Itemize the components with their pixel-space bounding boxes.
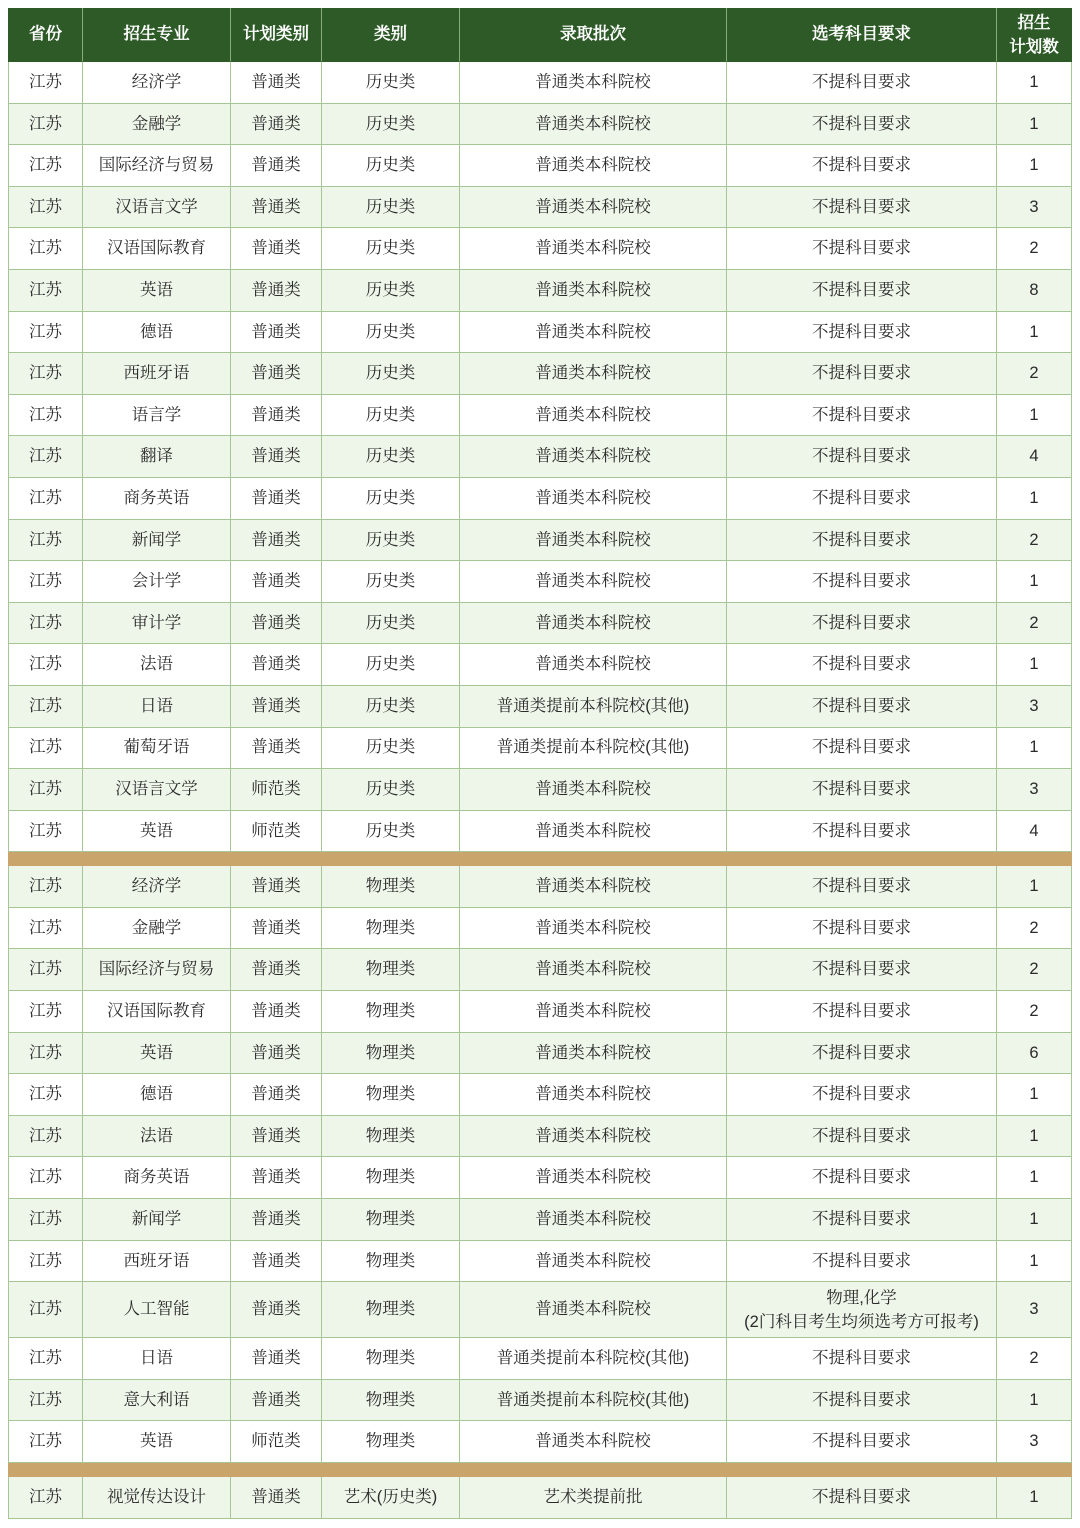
cell-quota: 3 [997,686,1072,728]
cell-subject-requirement-line: 物理,化学 [826,1288,897,1307]
cell-admission-batch: 普通类本科院校 [460,991,727,1033]
cell-subject-category: 历史类 [322,561,460,603]
cell-province: 江苏 [8,312,83,354]
cell-province: 江苏 [8,603,83,645]
cell-subject-requirement: 不提科目要求 [727,145,997,187]
cell-major: 西班牙语 [83,1241,231,1283]
cell-plan-type: 普通类 [231,145,322,187]
cell-quota: 4 [997,811,1072,853]
cell-major: 英语 [83,1033,231,1075]
cell-subject-category: 历史类 [322,395,460,437]
cell-province: 江苏 [8,644,83,686]
cell-subject-requirement: 不提科目要求 [727,908,997,950]
cell-admission-batch: 普通类本科院校 [460,395,727,437]
cell-plan-type: 普通类 [231,1282,322,1338]
cell-subject-category: 物理类 [322,1199,460,1241]
cell-subject-category: 历史类 [322,811,460,853]
cell-subject-requirement: 不提科目要求 [727,1157,997,1199]
cell-subject-category: 历史类 [322,478,460,520]
cell-plan-type: 师范类 [231,811,322,853]
table-row [8,686,1072,728]
table-row [8,520,1072,562]
cell-quota: 2 [997,353,1072,395]
cell-quota: 1 [997,145,1072,187]
cell-subject-category: 物理类 [322,949,460,991]
cell-province: 江苏 [8,1074,83,1116]
cell-subject-requirement: 不提科目要求 [727,769,997,811]
cell-plan-type: 普通类 [231,520,322,562]
cell-province: 江苏 [8,187,83,229]
cell-subject-requirement: 不提科目要求 [727,686,997,728]
cell-admission-batch: 普通类本科院校 [460,353,727,395]
cell-major: 会计学 [83,561,231,603]
cell-quota: 2 [997,991,1072,1033]
table-row [8,270,1072,312]
header-subject-requirement: 选考科目要求 [727,8,997,62]
cell-major: 经济学 [83,62,231,104]
table-row [8,1241,1072,1283]
cell-major: 商务英语 [83,478,231,520]
cell-plan-type: 普通类 [231,991,322,1033]
cell-plan-type: 普通类 [231,353,322,395]
table-row [8,866,1072,908]
cell-major: 葡萄牙语 [83,728,231,770]
cell-province: 江苏 [8,1157,83,1199]
cell-subject-requirement [727,1282,997,1338]
cell-major: 日语 [83,686,231,728]
table-row [8,353,1072,395]
cell-subject-requirement: 不提科目要求 [727,1380,997,1422]
cell-major: 新闻学 [83,1199,231,1241]
cell-subject-requirement: 不提科目要求 [727,478,997,520]
cell-subject-category: 历史类 [322,62,460,104]
cell-major: 英语 [83,1421,231,1463]
cell-admission-batch: 普通类本科院校 [460,436,727,478]
cell-major: 法语 [83,1116,231,1158]
cell-subject-requirement: 不提科目要求 [727,520,997,562]
cell-plan-type: 普通类 [231,395,322,437]
table-row [8,1477,1072,1519]
cell-quota: 3 [997,1282,1072,1338]
table-section [8,866,1072,1463]
table-row [8,769,1072,811]
cell-plan-type: 普通类 [231,1338,322,1380]
table-row [8,104,1072,146]
cell-quota: 1 [997,1116,1072,1158]
cell-admission-batch: 普通类本科院校 [460,811,727,853]
cell-admission-batch: 普通类本科院校 [460,62,727,104]
cell-plan-type: 普通类 [231,1380,322,1422]
cell-subject-category: 物理类 [322,908,460,950]
cell-subject-requirement: 不提科目要求 [727,395,997,437]
table-row [8,1199,1072,1241]
cell-province: 江苏 [8,353,83,395]
cell-plan-type: 师范类 [231,769,322,811]
cell-subject-requirement: 不提科目要求 [727,353,997,395]
cell-subject-requirement: 不提科目要求 [727,561,997,603]
header-subject-category: 类别 [322,8,460,62]
table-row [8,908,1072,950]
cell-subject-requirement: 不提科目要求 [727,1033,997,1075]
cell-subject-requirement: 不提科目要求 [727,187,997,229]
cell-province: 江苏 [8,520,83,562]
cell-admission-batch: 普通类本科院校 [460,769,727,811]
cell-plan-type: 普通类 [231,62,322,104]
cell-subject-category: 历史类 [322,769,460,811]
header-admission-batch: 录取批次 [460,8,727,62]
cell-plan-type: 普通类 [231,1477,322,1519]
cell-major: 法语 [83,644,231,686]
cell-major: 语言学 [83,395,231,437]
cell-plan-type: 普通类 [231,1157,322,1199]
cell-subject-category: 物理类 [322,866,460,908]
cell-quota: 2 [997,908,1072,950]
cell-province: 江苏 [8,1241,83,1283]
cell-major: 意大利语 [83,1380,231,1422]
cell-admission-batch: 普通类提前本科院校(其他) [460,728,727,770]
cell-subject-category: 历史类 [322,104,460,146]
header-quota [997,8,1072,62]
cell-quota: 1 [997,1199,1072,1241]
cell-subject-requirement: 不提科目要求 [727,811,997,853]
cell-province: 江苏 [8,908,83,950]
cell-plan-type: 普通类 [231,1074,322,1116]
cell-subject-category: 历史类 [322,436,460,478]
cell-subject-category: 历史类 [322,270,460,312]
cell-plan-type: 普通类 [231,1116,322,1158]
cell-major: 金融学 [83,104,231,146]
cell-major: 金融学 [83,908,231,950]
cell-major: 国际经济与贸易 [83,949,231,991]
cell-quota: 2 [997,228,1072,270]
cell-admission-batch: 普通类本科院校 [460,228,727,270]
cell-quota: 1 [997,1241,1072,1283]
cell-subject-category: 历史类 [322,145,460,187]
cell-subject-category: 历史类 [322,686,460,728]
table-header-row [8,8,1072,62]
cell-plan-type: 师范类 [231,1421,322,1463]
cell-quota: 1 [997,62,1072,104]
cell-quota: 3 [997,1421,1072,1463]
cell-subject-category: 艺术(历史类) [322,1477,460,1519]
cell-major: 德语 [83,1074,231,1116]
cell-major: 国际经济与贸易 [83,145,231,187]
cell-subject-category: 物理类 [322,1074,460,1116]
cell-subject-category: 历史类 [322,644,460,686]
cell-quota: 1 [997,104,1072,146]
admissions-plan-table [8,8,1072,1519]
table-row [8,1380,1072,1422]
cell-subject-category: 历史类 [322,353,460,395]
cell-major: 商务英语 [83,1157,231,1199]
table-row [8,1421,1072,1463]
cell-subject-category: 物理类 [322,1282,460,1338]
cell-admission-batch: 普通类本科院校 [460,478,727,520]
cell-subject-requirement: 不提科目要求 [727,991,997,1033]
cell-province: 江苏 [8,991,83,1033]
cell-plan-type: 普通类 [231,312,322,354]
table-section [8,1477,1072,1519]
cell-major: 新闻学 [83,520,231,562]
cell-admission-batch: 普通类提前本科院校(其他) [460,1380,727,1422]
table-row [8,561,1072,603]
cell-major: 汉语言文学 [83,187,231,229]
cell-subject-requirement: 不提科目要求 [727,603,997,645]
section-divider [8,1463,1072,1477]
cell-admission-batch: 普通类提前本科院校(其他) [460,686,727,728]
table-row [8,62,1072,104]
cell-subject-category: 物理类 [322,1241,460,1283]
table-row [8,312,1072,354]
cell-province: 江苏 [8,145,83,187]
table-row [8,1074,1072,1116]
cell-admission-batch: 普通类本科院校 [460,187,727,229]
header-plan-type: 计划类别 [231,8,322,62]
cell-plan-type: 普通类 [231,1241,322,1283]
cell-admission-batch: 普通类本科院校 [460,1421,727,1463]
cell-province: 江苏 [8,436,83,478]
cell-subject-requirement: 不提科目要求 [727,270,997,312]
header-quota-line: 招生 [1017,13,1051,32]
cell-plan-type: 普通类 [231,228,322,270]
header-province: 省份 [8,8,83,62]
cell-quota: 1 [997,644,1072,686]
cell-major: 汉语国际教育 [83,991,231,1033]
cell-quota: 1 [997,1157,1072,1199]
cell-subject-requirement: 不提科目要求 [727,104,997,146]
table-row [8,187,1072,229]
cell-plan-type: 普通类 [231,644,322,686]
cell-plan-type: 普通类 [231,1033,322,1075]
cell-plan-type: 普通类 [231,908,322,950]
cell-quota: 1 [997,395,1072,437]
cell-quota: 1 [997,728,1072,770]
cell-major: 视觉传达设计 [83,1477,231,1519]
cell-quota: 2 [997,520,1072,562]
cell-major: 德语 [83,312,231,354]
cell-subject-category: 历史类 [322,228,460,270]
cell-province: 江苏 [8,1033,83,1075]
cell-province: 江苏 [8,1116,83,1158]
cell-quota: 1 [997,561,1072,603]
cell-admission-batch: 普通类本科院校 [460,908,727,950]
cell-plan-type: 普通类 [231,436,322,478]
cell-subject-requirement: 不提科目要求 [727,1074,997,1116]
cell-quota: 1 [997,478,1072,520]
cell-admission-batch: 普通类本科院校 [460,603,727,645]
cell-province: 江苏 [8,728,83,770]
cell-plan-type: 普通类 [231,949,322,991]
cell-province: 江苏 [8,478,83,520]
cell-subject-category: 历史类 [322,520,460,562]
cell-admission-batch: 普通类本科院校 [460,1241,727,1283]
cell-quota: 1 [997,312,1072,354]
header-quota-line: 计划数 [1009,37,1059,56]
cell-plan-type: 普通类 [231,1199,322,1241]
cell-province: 江苏 [8,1199,83,1241]
cell-subject-category: 历史类 [322,728,460,770]
header-major: 招生专业 [83,8,231,62]
cell-plan-type: 普通类 [231,686,322,728]
cell-admission-batch: 普通类本科院校 [460,866,727,908]
section-divider [8,852,1072,866]
cell-quota: 2 [997,603,1072,645]
cell-subject-category: 历史类 [322,603,460,645]
cell-subject-category: 物理类 [322,1116,460,1158]
cell-subject-requirement: 不提科目要求 [727,866,997,908]
table-row [8,395,1072,437]
cell-major: 人工智能 [83,1282,231,1338]
cell-admission-batch: 艺术类提前批 [460,1477,727,1519]
cell-province: 江苏 [8,1421,83,1463]
cell-major: 西班牙语 [83,353,231,395]
cell-quota: 1 [997,1074,1072,1116]
cell-plan-type: 普通类 [231,561,322,603]
cell-province: 江苏 [8,769,83,811]
cell-plan-type: 普通类 [231,270,322,312]
cell-subject-requirement: 不提科目要求 [727,1477,997,1519]
cell-subject-category: 物理类 [322,1157,460,1199]
cell-subject-category: 物理类 [322,1421,460,1463]
table-row [8,1338,1072,1380]
cell-admission-batch: 普通类本科院校 [460,1116,727,1158]
cell-quota: 1 [997,1477,1072,1519]
cell-province: 江苏 [8,104,83,146]
cell-subject-requirement: 不提科目要求 [727,62,997,104]
cell-subject-requirement: 不提科目要求 [727,1338,997,1380]
table-row [8,991,1072,1033]
table-row [8,728,1072,770]
cell-plan-type: 普通类 [231,187,322,229]
cell-major: 汉语言文学 [83,769,231,811]
table-row [8,603,1072,645]
cell-subject-requirement: 不提科目要求 [727,1421,997,1463]
table-row [8,145,1072,187]
cell-province: 江苏 [8,1477,83,1519]
cell-subject-category: 历史类 [322,312,460,354]
cell-province: 江苏 [8,1380,83,1422]
cell-subject-requirement-line: (2门科目考生均须选考方可报考) [744,1312,979,1331]
cell-subject-requirement: 不提科目要求 [727,436,997,478]
table-body [8,62,1072,1519]
cell-quota: 3 [997,769,1072,811]
cell-major: 英语 [83,270,231,312]
cell-major: 翻译 [83,436,231,478]
cell-major: 英语 [83,811,231,853]
cell-plan-type: 普通类 [231,603,322,645]
cell-admission-batch: 普通类本科院校 [460,520,727,562]
cell-province: 江苏 [8,1338,83,1380]
cell-subject-requirement: 不提科目要求 [727,1116,997,1158]
cell-plan-type: 普通类 [231,104,322,146]
table-section [8,62,1072,852]
cell-quota: 6 [997,1033,1072,1075]
cell-admission-batch: 普通类本科院校 [460,145,727,187]
cell-subject-requirement: 不提科目要求 [727,312,997,354]
cell-subject-requirement: 不提科目要求 [727,728,997,770]
table-row [8,1116,1072,1158]
cell-province: 江苏 [8,949,83,991]
table-row [8,1282,1072,1338]
cell-quota: 2 [997,1338,1072,1380]
cell-admission-batch: 普通类本科院校 [460,1157,727,1199]
cell-province: 江苏 [8,395,83,437]
cell-province: 江苏 [8,1282,83,1338]
cell-province: 江苏 [8,811,83,853]
cell-subject-requirement: 不提科目要求 [727,228,997,270]
cell-quota: 4 [997,436,1072,478]
cell-quota: 8 [997,270,1072,312]
cell-major: 汉语国际教育 [83,228,231,270]
cell-province: 江苏 [8,270,83,312]
cell-plan-type: 普通类 [231,478,322,520]
table-row [8,228,1072,270]
cell-admission-batch: 普通类本科院校 [460,312,727,354]
cell-subject-requirement: 不提科目要求 [727,644,997,686]
cell-admission-batch: 普通类本科院校 [460,1074,727,1116]
cell-quota: 3 [997,187,1072,229]
cell-major: 日语 [83,1338,231,1380]
table-row [8,811,1072,853]
cell-plan-type: 普通类 [231,866,322,908]
cell-province: 江苏 [8,686,83,728]
cell-quota: 2 [997,949,1072,991]
cell-admission-batch: 普通类本科院校 [460,1033,727,1075]
cell-subject-requirement: 不提科目要求 [727,1241,997,1283]
cell-plan-type: 普通类 [231,728,322,770]
cell-admission-batch: 普通类本科院校 [460,1282,727,1338]
cell-subject-category: 历史类 [322,187,460,229]
cell-subject-requirement: 不提科目要求 [727,1199,997,1241]
cell-admission-batch: 普通类本科院校 [460,104,727,146]
cell-province: 江苏 [8,866,83,908]
table-row [8,949,1072,991]
table-row [8,644,1072,686]
cell-province: 江苏 [8,561,83,603]
cell-major: 经济学 [83,866,231,908]
cell-quota: 1 [997,866,1072,908]
cell-admission-batch: 普通类本科院校 [460,1199,727,1241]
table-row [8,436,1072,478]
cell-major: 审计学 [83,603,231,645]
cell-province: 江苏 [8,62,83,104]
cell-admission-batch: 普通类本科院校 [460,949,727,991]
cell-admission-batch: 普通类本科院校 [460,561,727,603]
cell-admission-batch: 普通类本科院校 [460,644,727,686]
table-row [8,478,1072,520]
cell-subject-category: 物理类 [322,1380,460,1422]
cell-admission-batch: 普通类本科院校 [460,270,727,312]
cell-quota: 1 [997,1380,1072,1422]
cell-subject-requirement: 不提科目要求 [727,949,997,991]
table-row [8,1033,1072,1075]
cell-subject-category: 物理类 [322,991,460,1033]
cell-subject-category: 物理类 [322,1338,460,1380]
cell-subject-category: 物理类 [322,1033,460,1075]
cell-province: 江苏 [8,228,83,270]
cell-admission-batch: 普通类提前本科院校(其他) [460,1338,727,1380]
table-row [8,1157,1072,1199]
